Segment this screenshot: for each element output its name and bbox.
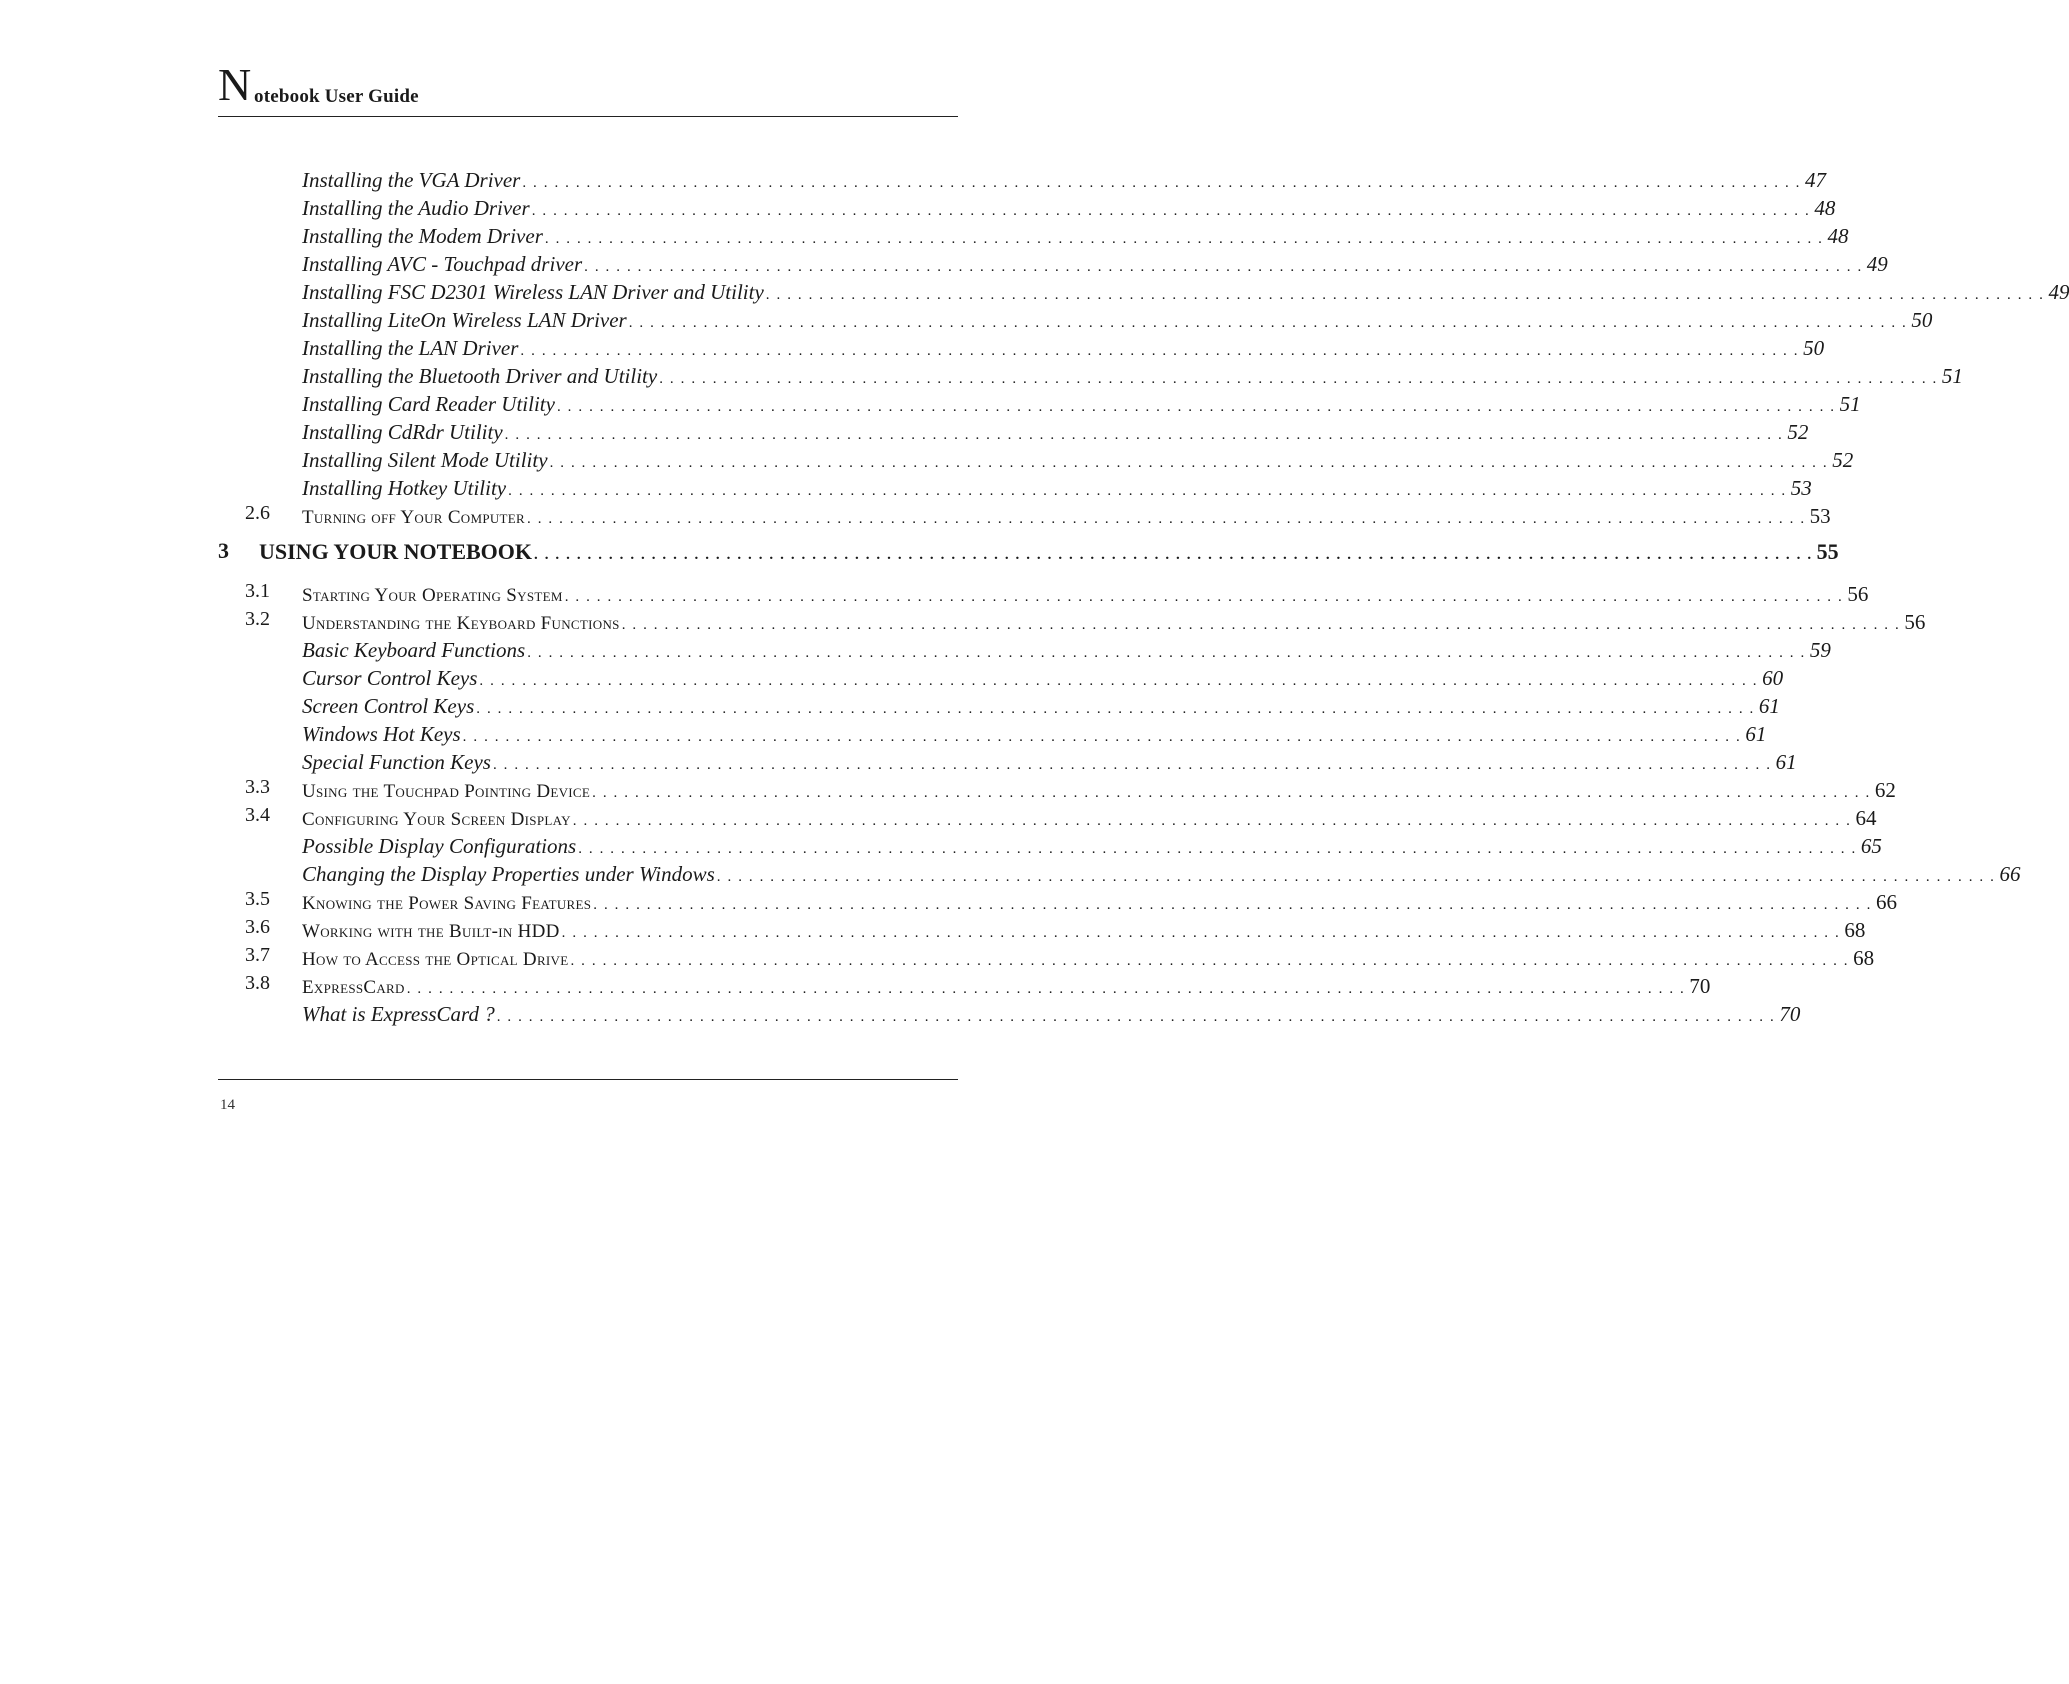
toc-entry-title: Working with the Built-in HDD (302, 921, 560, 942)
toc-page-number: 53 (1809, 504, 1831, 528)
toc-section-number: 3.3 (245, 776, 270, 798)
toc-entry[interactable] (0, 474, 1812, 502)
toc-leader-dots: . . . . . . . . . . . . . . . . . . . . . . . . . . . . . . . . . . . . . . . . . . . . . . . . . . . . . . . . . . . . . . . . . . . . . . . . . . . . . . . . . . . . . . . . . . . . . . . . . . . . . . . . . . . . . . . . . . . . . . . . (527, 511, 1806, 527)
toc-entry-title: How to Access the Optical Drive (302, 949, 569, 970)
toc-page-number: 61 (1745, 722, 1767, 746)
toc-entry-title: ExpressCard (302, 977, 405, 998)
toc-leader-dots: . . . . . . . . . . . . . . . . . . . . . . . . . . . . . . . . . . . . . . . . . . . . . . . . . . . . . . . . . . . . . . . . . . . . . . . . . . . . . . . . . . . . . . . . . . . . . . . . . . . . . . . . . . . . . . . . . . . . . . . . (522, 175, 1801, 191)
toc-leader-dots: . . . . . . . . . . . . . . . . . . . . . . . . . . . . . . . . . . . . . . . . . . . . . . . . . . . . . . . . . . . . . . . . . . . . . . . . . . . . . . . . . . . . . . . . . . . . . . . . . . . . . . . . . . . . . . . . . . . . . . . . (593, 897, 1872, 913)
toc-entry-title: Installing Silent Mode Utility (302, 448, 548, 472)
toc-leader-dots: . . . . . . . . . . . . . . . . . . . . . . . . . . . . . . . . . . . . . . . . . . . . . . . . . . . . . . . . . . . . . . . . . . . . . . . . . . . . . . . . . . . . . . . . . . . . . . . . . . . . . . . . . . . . . . . . . . . . . . . . (549, 455, 1829, 471)
header-title: otebook User Guide (254, 86, 419, 107)
toc-section-number: 3.5 (245, 888, 270, 910)
toc-entry-title: Installing Card Reader Utility (302, 392, 555, 416)
toc-entry[interactable] (0, 250, 1888, 278)
toc-page-number: 61 (1775, 750, 1797, 774)
toc-leader-dots: . . . . . . . . . . . . . . . . . . . . . . . . . . . . . . . . . . . . . . . . . . . . . . . . . . . . . . . . . . . . . . . . . . . . . . . . . . . . . . . . . . . . . . . . . . . . . . . . . . . . . . . . . . . . . . . . . . . . . . . . (527, 645, 1806, 661)
toc-entry[interactable] (0, 390, 1861, 418)
toc-entry[interactable] (0, 832, 1882, 860)
toc-entry-title: Installing the Modem Driver (302, 224, 543, 248)
toc-entry-title: Using the Touchpad Pointing Device (302, 781, 591, 802)
toc-entry[interactable] (0, 860, 2021, 888)
toc-entry[interactable] (0, 636, 1831, 664)
toc-entry[interactable] (0, 418, 1809, 446)
toc-entry-title: Installing the Bluetooth Driver and Utility (302, 364, 658, 388)
toc-page-number: 55 (1816, 539, 1839, 564)
toc-section-number: 2.6 (245, 502, 270, 524)
toc-entry[interactable] (0, 446, 1854, 474)
toc-leader-dots: . . . . . . . . . . . . . . . . . . . . . . . . . . . . . . . . . . . . . . . . . . . . . . . . . . . . . . . . . . . . . . . . . . . . . . . . . . . . . . . . . . . . . . . . . . . . . . . . . . . . . . . . . . . . . . . . . . . . . . . . (556, 399, 1836, 415)
running-header (218, 60, 958, 117)
toc-chapter-entry[interactable] (0, 538, 1839, 566)
toc-leader-dots: . . . . . . . . . . . . . . . . . . . . . . . . . . . . . . . . . . . . . . . . . . . . . . . . . . . . . . . . . . . . . . . . . . . . . . . . . . . . . . . . . . . . . . . . . . . . . . . . . . . . . . . . . . . . . . . . . . . . . . . . (508, 483, 1787, 499)
toc-entry-title: Knowing the Power Saving Features (302, 893, 592, 914)
toc-leader-dots: . . . . . . . . . . . . . . . . . . . . . . . . . . . . . . . . . . . . . . . . . . . . . . . . . . . . . . . . . . . . . . . . . . . . . . . . . . . . . . . . . . . . . . . . . . . . . . . . . . . . . . . . . . . . . . . . . . . . . . . . (659, 371, 1938, 387)
toc-leader-dots: . . . . . . . . . . . . . . . . . . . . . . . . . . . . . . . . . . . . . . . . . . . . . . . . . . . . . . . . . . . . . . . . . . . . . . . . . . . . . . . . . . . . . . . . . . . . . . . . . . . . . . . . . . . . . . . . . . . . . . . . (621, 617, 1901, 633)
toc-section-number: 3.1 (245, 580, 270, 602)
toc-page-number: 66 (1875, 890, 1897, 914)
toc-leader-dots: . . . . . . . . . . . . . . . . . . . . . . . . . . . . . . . . . . . . . . . . . . . . . . . . . . . . . . . . . . . . . . . . . . . . . . . . . . . . . . . . . . . . . . . . . . . . . . . . . . . . . . . . . . . . . . . . . . . . . . . . (534, 547, 1813, 563)
toc-page-number: 51 (1941, 364, 1963, 388)
toc-section-number: 3.8 (245, 972, 270, 994)
toc-page-number: 66 (1999, 862, 2021, 886)
toc-page-number: 64 (1855, 806, 1877, 830)
toc-entry-title: Installing AVC - Touchpad driver (302, 252, 583, 276)
toc-leader-dots: . . . . . . . . . . . . . . . . . . . . . . . . . . . . . . . . . . . . . . . . . . . . . . . . . . . . . . . . . . . . . . . . . . . . . . . . . . . . . . . . . . . . . . . . . . . . . . . . . . . . . . . . . . . . . . . . . . . . . . . . (716, 869, 1996, 885)
toc-page-number: 50 (1803, 336, 1825, 360)
toc-page-number: 59 (1809, 638, 1831, 662)
toc-entry-title: Installing Hotkey Utility (302, 476, 507, 500)
toc-entry[interactable] (0, 944, 1875, 972)
toc-entry[interactable] (0, 888, 1897, 916)
toc-entry-title: Understanding the Keyboard Functions (302, 613, 620, 634)
toc-section-number: 3 (218, 538, 229, 563)
toc-entry-title: Screen Control Keys (302, 694, 475, 718)
toc-entry-title: Turning off Your Computer (302, 507, 526, 528)
toc-entry[interactable] (0, 194, 1836, 222)
toc-leader-dots: . . . . . . . . . . . . . . . . . . . . . . . . . . . . . . . . . . . . . . . . . . . . . . . . . . . . . . . . . . . . . . . . . . . . . . . . . . . . . . . . . . . . . . . . . . . . . . . . . . . . . . . . . . . . . . . . . . . . . . . . (406, 981, 1686, 997)
toc-entry-title: Cursor Control Keys (302, 666, 478, 690)
toc-entry[interactable] (0, 608, 1926, 636)
toc-leader-dots: . . . . . . . . . . . . . . . . . . . . . . . . . . . . . . . . . . . . . . . . . . . . . . . . . . . . . . . . . . . . . . . . . . . . . . . . . . . . . . . . . . . . . . . . . . . . . . . . . . . . . . . . . . . . . . . . . . . . . . . . (584, 259, 1863, 275)
toc-entry-title: Installing CdRdr Utility (302, 420, 503, 444)
toc-leader-dots: . . . . . . . . . . . . . . . . . . . . . . . . . . . . . . . . . . . . . . . . . . . . . . . . . . . . . . . . . . . . . . . . . . . . . . . . . . . . . . . . . . . . . . . . . . . . . . . . . . . . . . . . . . . . . . . . . . . . . . . . (496, 1009, 1776, 1025)
toc-entry[interactable] (0, 804, 1877, 832)
toc-page-number: 61 (1758, 694, 1780, 718)
toc-page-number: 70 (1689, 974, 1711, 998)
toc-entry[interactable] (0, 278, 2069, 306)
toc-page-number: 48 (1814, 196, 1836, 220)
toc-entry-title: Changing the Display Properties under Windows (302, 862, 715, 886)
toc-leader-dots: . . . . . . . . . . . . . . . . . . . . . . . . . . . . . . . . . . . . . . . . . . . . . . . . . . . . . . . . . . . . . . . . . . . . . . . . . . . . . . . . . . . . . . . . . . . . . . . . . . . . . . . . . . . . . . . . . . . . . . . . (578, 841, 1857, 857)
toc-entry[interactable] (0, 748, 1797, 776)
toc-leader-dots: . . . . . . . . . . . . . . . . . . . . . . . . . . . . . . . . . . . . . . . . . . . . . . . . . . . . . . . . . . . . . . . . . . . . . . . . . . . . . . . . . . . . . . . . . . . . . . . . . . . . . . . . . . . . . . . . . . . . . . . . (476, 701, 1755, 717)
toc-page-number: 56 (1847, 582, 1869, 606)
toc-section-number: 3.7 (245, 944, 270, 966)
toc-entry[interactable] (0, 580, 1869, 608)
toc-entry[interactable] (0, 334, 1825, 362)
page-number: 14 (220, 1097, 235, 1113)
toc-entry-title: Starting Your Operating System (302, 585, 563, 606)
toc-entry-title: USING YOUR NOTEBOOK (259, 539, 533, 564)
toc-section-number: 3.2 (245, 608, 270, 630)
toc-page-number: 60 (1762, 666, 1784, 690)
toc-entry[interactable] (0, 720, 1767, 748)
toc-entry-title: What is ExpressCard ? (302, 1002, 495, 1026)
toc-leader-dots: . . . . . . . . . . . . . . . . . . . . . . . . . . . . . . . . . . . . . . . . . . . . . . . . . . . . . . . . . . . . . . . . . . . . . . . . . . . . . . . . . . . . . . . . . . . . . . . . . . . . . . . . . . . . . . . . . . . . . . . . (520, 343, 1800, 359)
toc-leader-dots: . . . . . . . . . . . . . . . . . . . . . . . . . . . . . . . . . . . . . . . . . . . . . . . . . . . . . . . . . . . . . . . . . . . . . . . . . . . . . . . . . . . . . . . . . . . . . . . . . . . . . . . . . . . . . . . . . . . . . . . . (592, 785, 1871, 801)
toc-entry-title: Possible Display Configurations (302, 834, 577, 858)
toc-page-number: 52 (1787, 420, 1809, 444)
toc-leader-dots: . . . . . . . . . . . . . . . . . . . . . . . . . . . . . . . . . . . . . . . . . . . . . . . . . . . . . . . . . . . . . . . . . . . . . . . . . . . . . . . . . . . . . . . . . . . . . . . . . . . . . . . . . . . . . . . . . . . . . . . . (628, 315, 1908, 331)
toc-page-number: 47 (1805, 168, 1826, 192)
toc-entry-title: Installing FSC D2301 Wireless LAN Driver and Utility (302, 280, 764, 304)
toc-entry-title: Installing LiteOn Wireless LAN Driver (302, 308, 627, 332)
toc-entry[interactable] (0, 776, 1896, 804)
toc-section-number: 3.4 (245, 804, 270, 826)
toc-entry[interactable] (0, 222, 1849, 250)
toc-entry-title: Installing the VGA Driver (302, 168, 521, 192)
toc-leader-dots: . . . . . . . . . . . . . . . . . . . . . . . . . . . . . . . . . . . . . . . . . . . . . . . . . . . . . . . . . . . . . . . . . . . . . . . . . . . . . . . . . . . . . . . . . . . . . . . . . . . . . . . . . . . . . . . . . . . . . . . . (765, 287, 2045, 303)
toc-entry[interactable] (0, 916, 1866, 944)
toc-leader-dots: . . . . . . . . . . . . . . . . . . . . . . . . . . . . . . . . . . . . . . . . . . . . . . . . . . . . . . . . . . . . . . . . . . . . . . . . . . . . . . . . . . . . . . . . . . . . . . . . . . . . . . . . . . . . . . . . . . . . . . . . (544, 231, 1824, 247)
toc-entry-title: Configuring Your Screen Display (302, 809, 571, 830)
toc-page-number: 51 (1839, 392, 1861, 416)
toc-leader-dots: . . . . . . . . . . . . . . . . . . . . . . . . . . . . . . . . . . . . . . . . . . . . . . . . . . . . . . . . . . . . . . . . . . . . . . . . . . . . . . . . . . . . . . . . . . . . . . . . . . . . . . . . . . . . . . . . . . . . . . . . (564, 589, 1844, 605)
toc-page-number: 68 (1853, 946, 1875, 970)
toc-page-number: 62 (1874, 778, 1896, 802)
toc-page-number: 53 (1790, 476, 1812, 500)
toc-page-number: 70 (1779, 1002, 1801, 1026)
toc-page-number: 56 (1904, 610, 1926, 634)
toc-entry[interactable] (0, 306, 1933, 334)
toc-entry-title: Installing the LAN Driver (302, 336, 519, 360)
toc-entry[interactable] (0, 166, 1826, 194)
toc-page-number: 52 (1832, 448, 1854, 472)
toc-page-number: 49 (2048, 280, 2069, 304)
toc-entry[interactable] (0, 972, 1711, 1000)
toc-entry[interactable] (0, 362, 1963, 390)
footer-divider (218, 1079, 958, 1080)
toc-page-number: 48 (1827, 224, 1849, 248)
toc-entry-title: Basic Keyboard Functions (302, 638, 526, 662)
toc-entry[interactable] (0, 1000, 1801, 1028)
toc-entry[interactable] (0, 692, 1780, 720)
toc-leader-dots: . . . . . . . . . . . . . . . . . . . . . . . . . . . . . . . . . . . . . . . . . . . . . . . . . . . . . . . . . . . . . . . . . . . . . . . . . . . . . . . . . . . . . . . . . . . . . . . . . . . . . . . . . . . . . . . . . . . . . . . . (572, 813, 1852, 829)
toc-page-number: 50 (1911, 308, 1933, 332)
toc-entry-title: Special Function Keys (302, 750, 491, 774)
toc-leader-dots: . . . . . . . . . . . . . . . . . . . . . . . . . . . . . . . . . . . . . . . . . . . . . . . . . . . . . . . . . . . . . . . . . . . . . . . . . . . . . . . . . . . . . . . . . . . . . . . . . . . . . . . . . . . . . . . . . . . . . . . . (561, 925, 1841, 941)
toc-page-number: 65 (1860, 834, 1882, 858)
header-initial: N (218, 59, 252, 110)
toc-section-number: 3.6 (245, 916, 270, 938)
toc-leader-dots: . . . . . . . . . . . . . . . . . . . . . . . . . . . . . . . . . . . . . . . . . . . . . . . . . . . . . . . . . . . . . . . . . . . . . . . . . . . . . . . . . . . . . . . . . . . . . . . . . . . . . . . . . . . . . . . . . . . . . . . . (504, 427, 1784, 443)
toc-entry-title: Installing the Audio Driver (302, 196, 530, 220)
toc-page-number: 68 (1844, 918, 1866, 942)
toc-page-number: 49 (1866, 252, 1888, 276)
toc-leader-dots: . . . . . . . . . . . . . . . . . . . . . . . . . . . . . . . . . . . . . . . . . . . . . . . . . . . . . . . . . . . . . . . . . . . . . . . . . . . . . . . . . . . . . . . . . . . . . . . . . . . . . . . . . . . . . . . . . . . . . . . . (462, 729, 1742, 745)
toc-leader-dots: . . . . . . . . . . . . . . . . . . . . . . . . . . . . . . . . . . . . . . . . . . . . . . . . . . . . . . . . . . . . . . . . . . . . . . . . . . . . . . . . . . . . . . . . . . . . . . . . . . . . . . . . . . . . . . . . . . . . . . . . (570, 953, 1850, 969)
toc-leader-dots: . . . . . . . . . . . . . . . . . . . . . . . . . . . . . . . . . . . . . . . . . . . . . . . . . . . . . . . . . . . . . . . . . . . . . . . . . . . . . . . . . . . . . . . . . . . . . . . . . . . . . . . . . . . . . . . . . . . . . . . . (492, 757, 1772, 773)
toc-entry[interactable] (0, 502, 1831, 530)
toc-entry[interactable] (0, 664, 1784, 692)
toc-entry-title: Windows Hot Keys (302, 722, 461, 746)
toc-leader-dots: . . . . . . . . . . . . . . . . . . . . . . . . . . . . . . . . . . . . . . . . . . . . . . . . . . . . . . . . . . . . . . . . . . . . . . . . . . . . . . . . . . . . . . . . . . . . . . . . . . . . . . . . . . . . . . . . . . . . . . . . (479, 673, 1759, 689)
toc-leader-dots: . . . . . . . . . . . . . . . . . . . . . . . . . . . . . . . . . . . . . . . . . . . . . . . . . . . . . . . . . . . . . . . . . . . . . . . . . . . . . . . . . . . . . . . . . . . . . . . . . . . . . . . . . . . . . . . . . . . . . . . . (531, 203, 1811, 219)
